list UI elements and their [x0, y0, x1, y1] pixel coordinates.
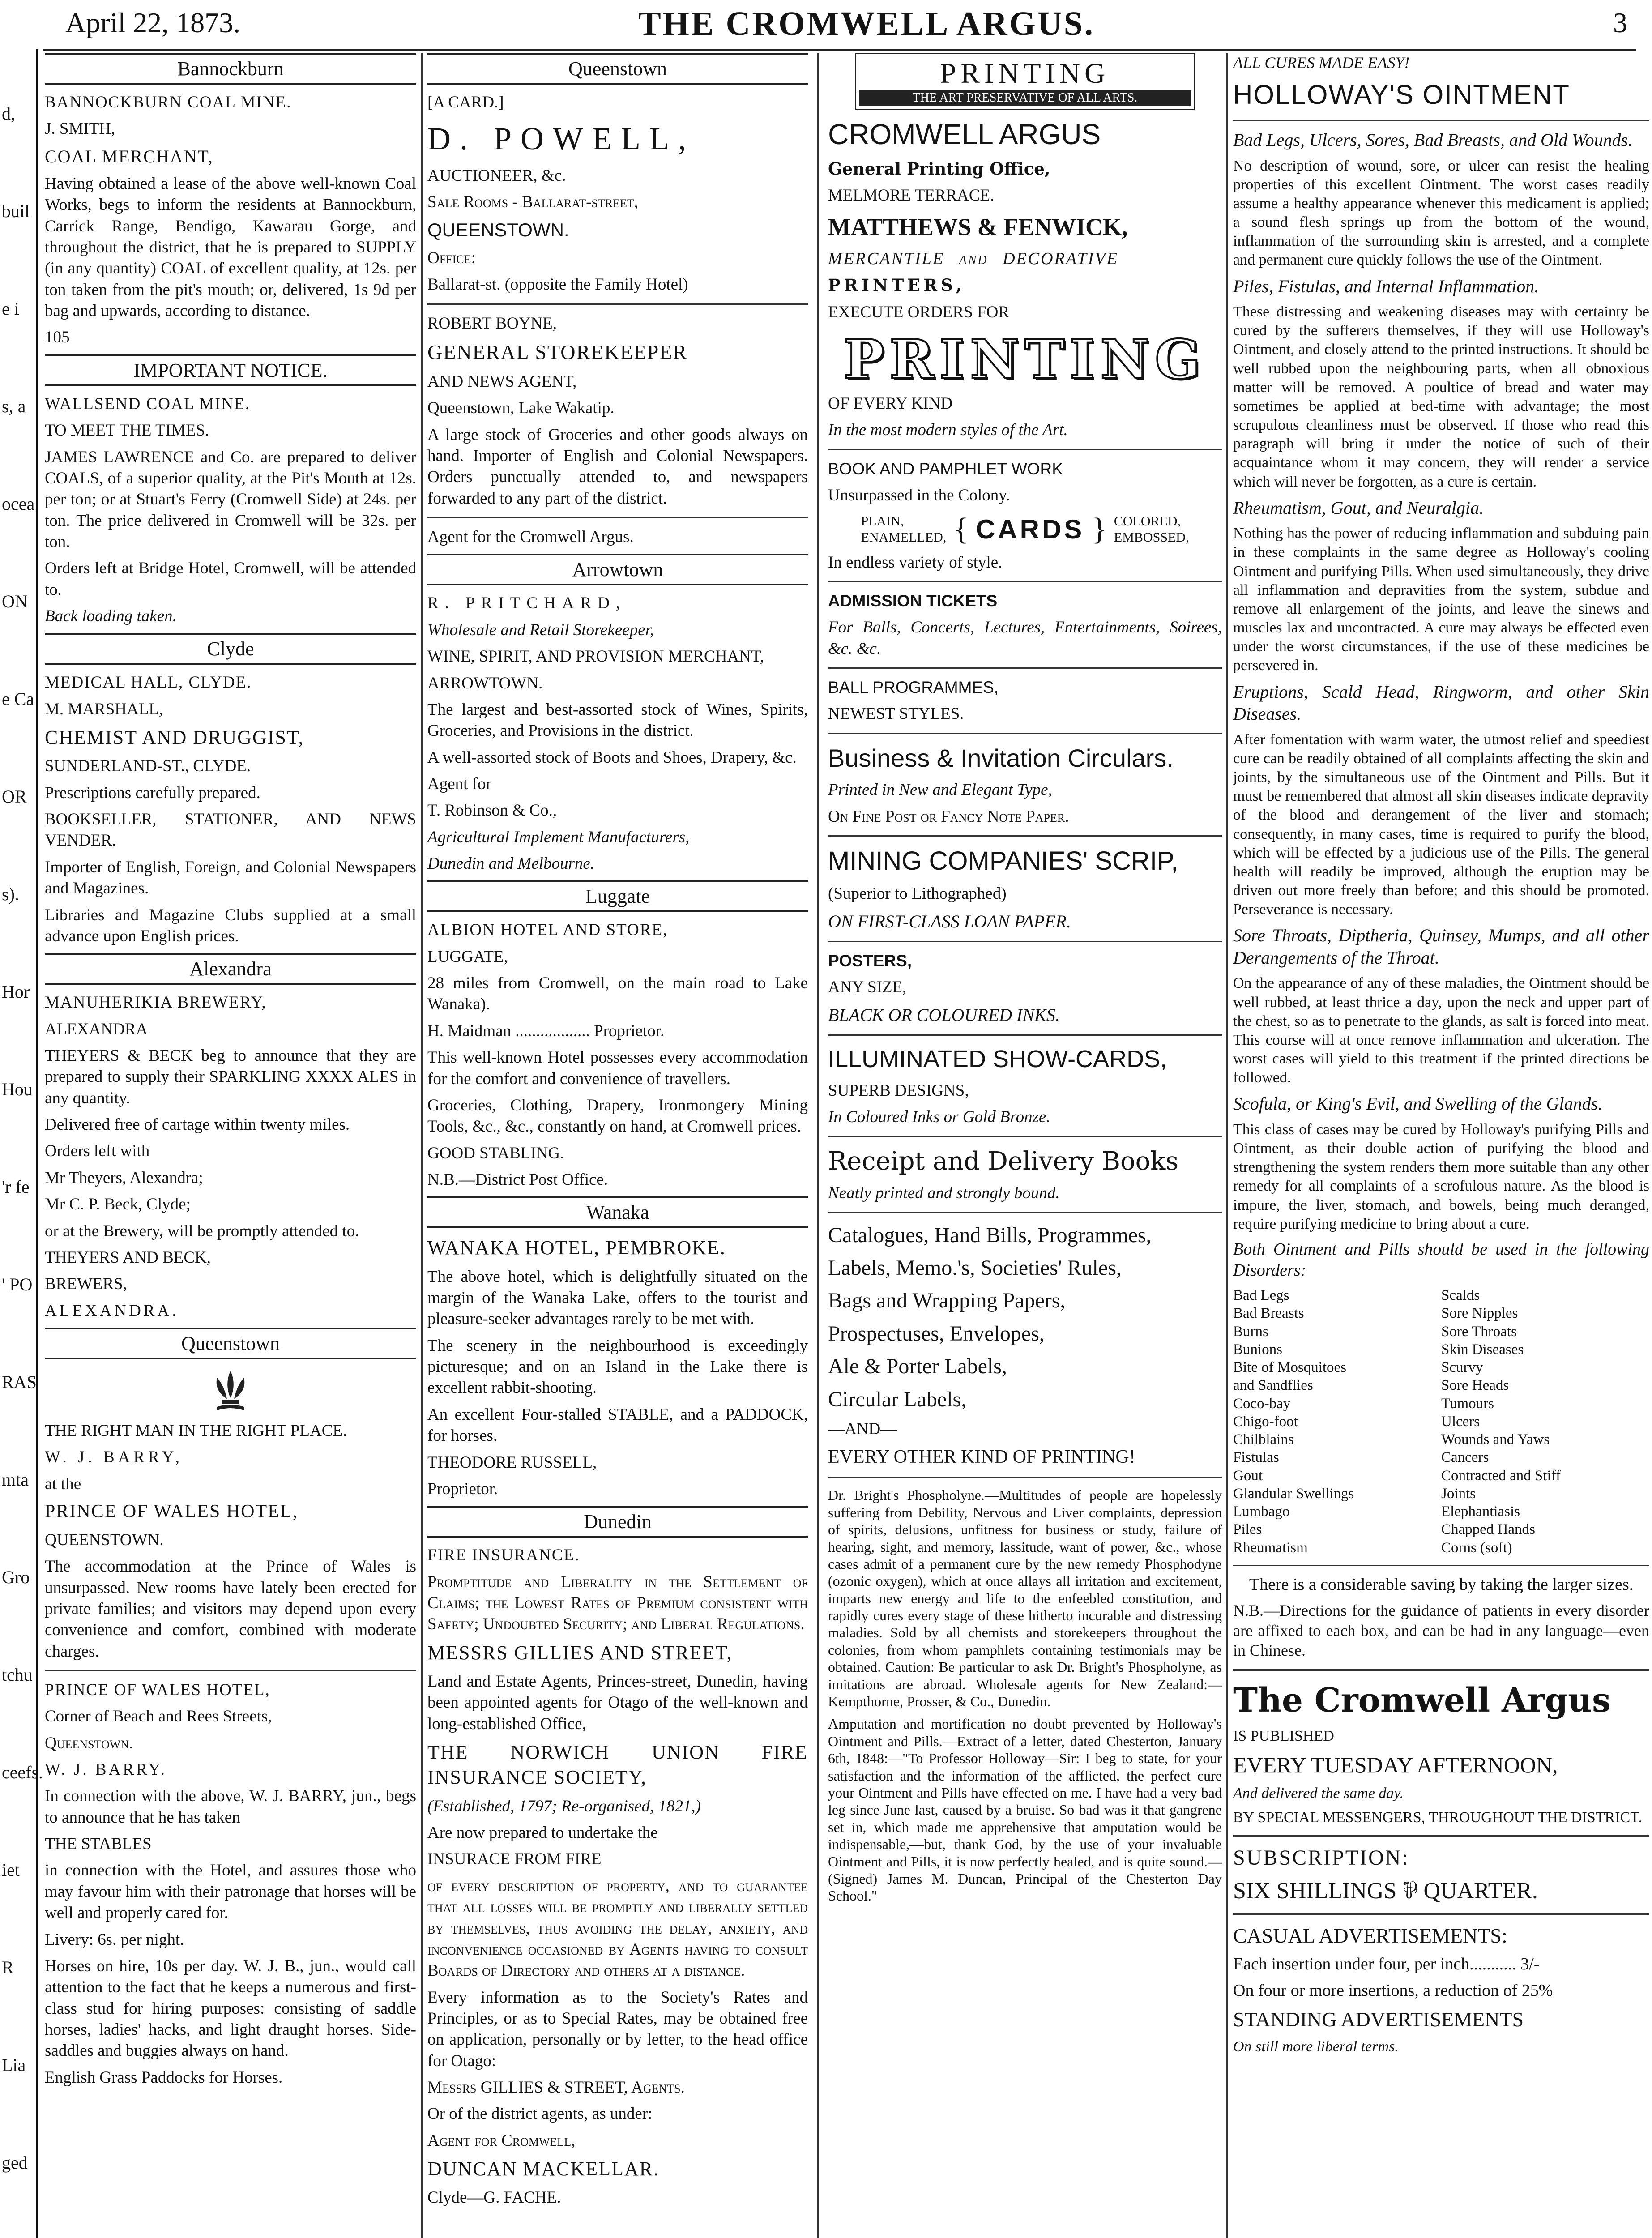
disorders-heading: Both Ointment and Pills should be used in the following Disorders:	[1233, 1239, 1649, 1280]
cropped-fragment: ocea	[2, 494, 35, 514]
disorders-list-right	[1441, 1286, 1649, 1557]
ad-body: Every information as to the Society's Rates and Principles, or as to Special Rates, may be obtained free on application, personally or by letter, to the head office for Otago:	[427, 1988, 808, 2070]
disorder-item: Sore Heads	[1441, 1377, 1509, 1394]
section-heading: IMPORTANT NOTICE.	[45, 354, 416, 386]
cropped-fragment: iet	[2, 1860, 20, 1880]
ad-title: PRINCE OF WALES HOTEL,	[45, 1680, 270, 1699]
cards-word: CARDS	[975, 514, 1085, 545]
disorder-item: and Sandflies	[1233, 1377, 1313, 1394]
ad-title: MANUHERIKIA BREWERY,	[45, 993, 267, 1012]
holloway-heading: Sore Throats, Diptheria, Quinsey, Mumps, and all other Derangements of the Throat.	[1233, 925, 1649, 968]
section-heading: Alexandra	[45, 953, 416, 985]
ad-name: J. SMITH,	[45, 120, 115, 138]
holloway-heading: Bad Legs, Ulcers, Sores, Bad Breasts, and Old Wounds.	[1233, 130, 1633, 150]
ad-line: T. Robinson & Co.,	[427, 801, 557, 820]
standing-terms: On still more liberal terms.	[1233, 2038, 1399, 2055]
circulars-sub2: On Fine Post or Fancy Note Paper.	[828, 807, 1069, 826]
divider	[1233, 1835, 1649, 1837]
ball-sub: NEWEST STYLES.	[828, 705, 964, 723]
ad-body: Having obtained a lease of the above well-known Coal Works, begs to inform the residents at Bannockburn, Carrick Range, Bendigo, Kawarau Gorge, and throughout the district, that he is prepared to SUPPLY (in any quantity) COAL of excellent quality, at 12s. per ton taken from the pit's mouth; or, delivered, 1s 9d per bag and upwards, according to distance.	[45, 174, 416, 320]
ad-trade: COAL MERCHANT,	[45, 146, 213, 167]
ad-line: Importer of English, Foreign, and Colonial Newspapers and Magazines.	[45, 858, 416, 898]
disorder-item: Ulcers	[1441, 1413, 1480, 1430]
ad-place: Queenstown.	[45, 1734, 133, 1752]
ad-trade: CHEMIST AND DRUGGIST,	[45, 726, 304, 749]
standing-heading: STANDING ADVERTISEMENTS	[1233, 2008, 1524, 2031]
banner-word: PRINTING	[940, 57, 1110, 89]
ad-line: Or of the district agents, as under:	[427, 2105, 653, 2123]
ad-name: W. J. BARRY,	[45, 1448, 183, 1467]
disorder-item: Scurvy	[1441, 1359, 1483, 1376]
cropped-fragment: Hor	[2, 982, 30, 1002]
cropped-fragment: Lia	[2, 2055, 26, 2075]
ad-line: Agricultural Implement Manufacturers,	[427, 828, 690, 846]
ad-line: THE STABLES	[45, 1835, 152, 1854]
posters-sub: ANY SIZE,	[828, 978, 907, 997]
ad-body: The scenery in the neighbourhood is exceedingly picturesque; and on an Island in the Lake there is excellent rabbit-shooting.	[427, 1336, 808, 1397]
ad-body: Promptitude and Liberality in the Settlement of Claims; the Lowest Rates of Premium consistent with Safety; Undoubted Security; and Liberal Regulations.	[427, 1572, 808, 1634]
ad-name: ROBERT BOYNE,	[427, 314, 557, 333]
banner-motto: THE ART PRESERVATIVE OF ALL ARTS.	[859, 90, 1191, 106]
ad-title: ALBION HOTEL AND STORE,	[427, 921, 668, 940]
ad-name: D. POWELL,	[427, 121, 695, 157]
ad-subtitle: Wholesale and Retail Storekeeper,	[427, 620, 654, 639]
ad-line: Agent for	[427, 774, 491, 793]
ad-body: The above hotel, which is delightfully situated on the margin of the Wanaka Lake, offers to the tourist and pleasure-seeker advantages rarely to be met with.	[427, 1267, 808, 1328]
cards-right	[1114, 513, 1189, 546]
disorder-item: Scalds	[1441, 1287, 1480, 1304]
ad-trade: GENERAL STOREKEEPER	[427, 341, 688, 364]
mining-sub2: ON FIRST-CLASS LOAN PAPER.	[828, 911, 1071, 931]
ad-firm: MESSRS GILLIES AND STREET,	[427, 1641, 733, 1664]
amputation-notice: Amputation and mortification no doubt prevented by Holloway's Ointment and Pills.—Extract of a letter, dated Chesterton, January 6th, 1848:—"To Professor Holloway—Sir: I beg to state, for your satisfaction and the information of the afflicted, the perfect cure your Ointment and Pills have effected on me. I have had a very bad leg since June last, caused by a bruise. So bad was it that gangrene set in, which made me apprehensive that amputation would be indispensable,—but, thank God, by the use of your invaluable Ointment and Pills, it is now perfectly healed, and is quite sound.—(Signed) James M. Duncan, Principal of the Chesterton Day School."	[828, 1716, 1222, 1904]
messengers-line: BY SPECIAL MESSENGERS, THROUGHOUT THE DISTRICT.	[1233, 1809, 1642, 1826]
casual-rate: Each insertion under four, per inch........... 3/-	[1233, 1955, 1540, 1974]
section-heading: Queenstown	[427, 53, 808, 85]
divider	[1233, 1565, 1649, 1566]
holloway-para: Nothing has the power of reducing inflammation and subduing pain in these complaints in the same degree as Holloway's cooling Ointment and purifying Pills. When used simultaneously, they drive all inflammation and depravities from the system, subdue and remove all enlargement of the joints, and leave the sinews and muscles lax and uncontracted. A cure may always be effected even under the worst circumstances, if the use of these medicines be persevered in.	[1233, 525, 1649, 674]
catalogue-line: Catalogues, Hand Bills, Programmes,	[828, 1223, 1152, 1247]
ad-line: BOOKSELLER, STATIONER, AND NEWS VENDER.	[45, 810, 416, 850]
ad-line: Prescriptions carefully prepared.	[45, 783, 260, 802]
holloway-heading: Piles, Fistulas, and Internal Inflammation.	[1233, 276, 1539, 296]
ad-body: JAMES LAWRENCE and Co. are prepared to deliver COALS, of a superior quality, at the Pit's Mouth at 12s. per ton; or at Stuart's Ferry (Cromwell Side) at 24s. per ton. The price delivered in Cromwell will be 32s. per ton.	[45, 448, 416, 551]
cropped-fragment: d,	[2, 103, 15, 124]
column-rule	[1226, 53, 1228, 2238]
delivered-line: And delivered the same day.	[1233, 1785, 1404, 1802]
ad-name: R. PRITCHARD,	[427, 594, 627, 613]
ad-body: of every description of property, and to guarantee that all losses will be promptly and liberally settled by themselves, thus avoiding the delay, anxiety, and inconvenience occasioned by Agents having to consult Boards of Directory and others at a distance.	[427, 1876, 808, 1980]
every-kind: OF EVERY KIND	[828, 394, 953, 413]
subscription-heading: SUBSCRIPTION:	[1233, 1846, 1409, 1870]
ad-subtitle: TO MEET THE TIMES.	[45, 421, 209, 440]
ad-place: ALEXANDRA	[45, 1020, 148, 1038]
section-heading: Arrowtown	[427, 554, 808, 585]
divider	[828, 1136, 1222, 1137]
ad-body: The accommodation at the Prince of Wales is unsurpassed. New rooms have lately been erected for private families; and visitors may depend upon every convenience and comfort, combined with moderate charges.	[45, 1557, 416, 1661]
ad-motto: THE RIGHT MAN IN THE RIGHT PLACE.	[45, 1421, 347, 1440]
ad-line: N.B.—District Post Office.	[427, 1170, 608, 1189]
divider	[828, 941, 1222, 942]
disorder-item: Sore Nipples	[1441, 1305, 1518, 1322]
catalogue-line: Circular Labels,	[828, 1387, 967, 1411]
ad-body: An excellent Four-stalled STABLE, and a PADDOCK, for horses.	[427, 1405, 808, 1445]
showcards-heading: ILLUMINATED SHOW-CARDS,	[828, 1045, 1167, 1072]
ad-line: Are now prepared to undertake the	[427, 1824, 658, 1842]
ad-place: QUEENSTOWN.	[427, 219, 569, 241]
divider	[828, 581, 1222, 582]
cropped-fragment: 'r fe	[2, 1177, 30, 1197]
book-heading: BOOK AND PAMPHLET WORK	[828, 459, 1063, 478]
holloway-para: On the appearance of any of these maladies, the Ointment should be well rubbed, at least thrice a day, upon the neck and upper part of the chest, so as to penetrate to the glands, as salt is forced into meat. This course will at once remove inflammation and ulceration. The worst cases will yield to this treatment if the printed directions be followed.	[1233, 975, 1649, 1086]
issue-date: April 22, 1873.	[65, 7, 241, 38]
published-line: IS PUBLISHED	[1233, 1727, 1334, 1744]
mining-heading: MINING COMPANIES' SCRIP,	[828, 846, 1178, 876]
disorder-item: Sore Throats	[1441, 1323, 1517, 1340]
ad-line: Agent for the Cromwell Argus.	[427, 528, 634, 547]
ad-place: QUEENSTOWN.	[45, 1530, 164, 1549]
ad-body: A large stock of Groceries and other goods always on hand. Importer of English and Colonial Newspapers. Orders punctually attended to, and newspapers forwarded to any part of the district.	[427, 425, 808, 508]
subscription-price: SIX SHILLINGS ⅌ QUARTER.	[1233, 1878, 1538, 1904]
ad-line: or at the Brewery, will be promptly attended to.	[45, 1222, 359, 1240]
disorder-item: Tumours	[1441, 1395, 1494, 1412]
cropped-fragment: buil	[2, 201, 30, 221]
cropped-fragment: ged	[2, 2153, 28, 2173]
cropped-fragment: ceefs.	[2, 1762, 43, 1782]
ad-line: Sale Rooms - Ballarat-street,	[427, 192, 639, 211]
arc-left: MERCANTILE	[828, 249, 945, 268]
cropped-fragment: tchu	[2, 1665, 33, 1685]
divider	[828, 733, 1222, 734]
column-1	[45, 53, 416, 2238]
cards-right-2: EMBOSSED,	[1114, 530, 1189, 545]
holloway-para: This class of cases may be cured by Holloway's purifying Pills and Ointment, as their double action of purifying the blood and strengthening the system renders them more suitable than any other remedy for all complaints of a scrofulous nature. As the blood is impure, the liver, stomach, and bowels, being much deranged, require purifying medicine to bring about a cure.	[1233, 1121, 1649, 1232]
ad-signature: ALEXANDRA.	[45, 1301, 179, 1320]
execute-line: EXECUTE ORDERS FOR	[828, 303, 1009, 321]
cropped-fragment: Gro	[2, 1567, 30, 1587]
ad-name: W. J. BARRY.	[45, 1760, 167, 1779]
holloway-tagline: ALL CURES MADE EASY!	[1233, 54, 1410, 72]
posters-heading: POSTERS,	[828, 951, 912, 970]
ad-line: Messrs GILLIES & STREET, Agents.	[427, 2078, 685, 2097]
ad-body: Orders left at Bridge Hotel, Cromwell, will be attended to.	[45, 559, 416, 599]
office-subtitle: General Printing Office,	[828, 158, 1050, 179]
holloway-title: HOLLOWAY'S OINTMENT	[1233, 79, 1570, 110]
arc-text	[828, 248, 1222, 270]
disorder-item: Contracted and Stiff	[1441, 1467, 1561, 1484]
ad-signature: THEYERS AND BECK,	[45, 1248, 211, 1267]
posters-sub2: BLACK OR COLOURED INKS.	[828, 1004, 1060, 1025]
ad-signature: DUNCAN MACKELLAR.	[427, 2158, 659, 2180]
disorder-item: Lumbago	[1233, 1503, 1290, 1520]
disorder-item: Bite of Mosquitoes	[1233, 1359, 1346, 1376]
office-name: CROMWELL ARGUS	[828, 118, 1101, 150]
ad-address: SUNDERLAND-ST., CLYDE.	[45, 757, 251, 776]
column-rule	[421, 53, 423, 2238]
cropped-fragment: RAS	[2, 1372, 37, 1392]
holloway-heading: Scofula, or King's Evil, and Swelling of the Glands.	[1233, 1093, 1603, 1114]
divider	[828, 835, 1222, 837]
column-4	[1233, 53, 1649, 2238]
holloway-heading: Rheumatism, Gout, and Neuralgia.	[1233, 497, 1484, 518]
circulars-sub: Printed in New and Elegant Type,	[828, 781, 1052, 799]
ad-line: Mr Theyers, Alexandra;	[45, 1168, 203, 1187]
ad-trade: AUCTIONEER, &c.	[427, 166, 566, 185]
divider	[828, 1034, 1222, 1036]
prince-of-wales-feathers-icon	[204, 1367, 257, 1416]
ad-footer: Back loading taken.	[45, 607, 177, 626]
catalogue-line: Prospectuses, Envelopes,	[828, 1321, 1045, 1345]
cards-right-1: COLORED,	[1114, 513, 1181, 529]
disorder-item: Glandular Swellings	[1233, 1485, 1354, 1502]
left-cropped-column	[0, 49, 43, 2238]
ad-trade: WINE, SPIRIT, AND PROVISION MERCHANT,	[427, 647, 764, 666]
cropped-fragment: mta	[2, 1469, 29, 1490]
cropped-fragment: R	[2, 1957, 14, 1977]
holloway-heading: Eruptions, Scald Head, Ringworm, and other Skin Diseases.	[1233, 681, 1649, 724]
cards-block: PLAIN, ENAMELLED, { CARDS } COLORED, EMBOSSED,	[861, 512, 1189, 547]
divider	[828, 1477, 1222, 1478]
holloway-para: These distressing and weakening diseases may with certainty be cured by the sufferers themselves, if they will use Holloway's Ointment, and closely attend to the printed instructions. It should be well rubbed upon the neighbouring parts, when all obnoxious matter will be removed. A poultice of bread and water may sometimes be applied at bed-time with advantage; the most scrupulous cleanliness must be observed. If those who read this paragraph will bring it under the notice of such of their acquaintance whom it may concern, they will render a service which will never be forgotten, as a cure is certain.	[1233, 303, 1649, 490]
disorder-item: Gout	[1233, 1467, 1263, 1484]
argus-title: The Cromwell Argus	[1233, 1681, 1611, 1720]
ball-heading: BALL PROGRAMMES,	[828, 678, 999, 696]
ad-line: GOOD STABLING.	[427, 1144, 564, 1162]
disorder-item: Chigo-foot	[1233, 1413, 1298, 1430]
ad-body: A well-assorted stock of Boots and Shoes, Drapery, &c.	[427, 748, 797, 767]
section-heading: Luggate	[427, 880, 808, 912]
disorder-item: Cancers	[1441, 1449, 1489, 1466]
divider	[828, 449, 1222, 450]
disorder-item: Fistulas	[1233, 1449, 1279, 1466]
divider	[427, 303, 808, 305]
disorder-item: Coco-bay	[1233, 1395, 1291, 1412]
ad-line: Agent for Cromwell,	[427, 2131, 576, 2150]
ad-subtitle: AND NEWS AGENT,	[427, 372, 577, 391]
disorder-item: Bad Legs	[1233, 1287, 1289, 1304]
ad-title: BANNOCKBURN COAL MINE.	[45, 93, 292, 111]
page-number: 3	[1613, 7, 1627, 38]
ad-address: Corner of Beach and Rees Streets,	[45, 1707, 272, 1726]
and-line: —AND—	[828, 1420, 897, 1439]
mining-sub: (Superior to Lithographed)	[828, 884, 1007, 903]
printing-heading: PRINTING	[844, 328, 1206, 392]
divider	[1233, 120, 1649, 121]
cropped-fragment: OR	[2, 786, 27, 807]
divider	[1233, 1913, 1649, 1915]
casual-rate: On four or more insertions, a reduction of 25%	[1233, 1981, 1553, 2000]
ad-line: Ballarat-st. (opposite the Family Hotel)	[427, 275, 688, 294]
ad-line: [A CARD.]	[427, 93, 504, 111]
office-address: MELMORE TERRACE.	[828, 186, 995, 205]
ad-company: THE NORWICH UNION FIRE INSURANCE SOCIETY,	[427, 1741, 808, 1789]
disorder-item: Corns (soft)	[1441, 1539, 1512, 1556]
ad-body: In connection with the above, W. J. BARRY, jun., begs to announce that he has taken	[45, 1787, 416, 1827]
admission-heading: ADMISSION TICKETS	[828, 591, 998, 610]
cards-left-1: PLAIN,	[861, 513, 904, 529]
casual-heading: CASUAL ADVERTISEMENTS:	[1233, 1924, 1507, 1948]
showcards-sub: SUPERB DESIGNS,	[828, 1081, 969, 1100]
arc-right: DECORATIVE	[1003, 249, 1118, 268]
showcards-sub2: In Coloured Inks or Gold Bronze.	[828, 1108, 1050, 1127]
ad-line: Mr C. P. Beck, Clyde;	[45, 1195, 191, 1214]
ad-body: This well-known Hotel possesses every accommodation for the comfort and convenience of travellers.	[427, 1048, 808, 1088]
column-3	[828, 53, 1222, 2238]
ad-footer: English Grass Paddocks for Horses.	[45, 2068, 283, 2087]
ad-title: WALLSEND COAL MINE.	[45, 394, 251, 413]
section-heading: Dunedin	[427, 1506, 808, 1538]
ad-body: THEYERS & BECK beg to announce that they are prepared to supply their SPARKLING XXXX ALES in any quantity.	[45, 1046, 416, 1107]
ad-line: at the	[45, 1474, 81, 1493]
saving-note: There is a considerable saving by taking the larger sizes.	[1249, 1575, 1634, 1594]
ad-line: Libraries and Magazine Clubs supplied at a small advance upon English prices.	[45, 905, 416, 945]
divider	[828, 1212, 1222, 1213]
ad-body: in connection with the Hotel, and assures those who may favour him with their patronage that horses will be well and properly cared for.	[45, 1861, 416, 1922]
every-tuesday: EVERY TUESDAY AFTERNOON,	[1233, 1752, 1558, 1777]
cropped-fragment: s, a	[2, 396, 26, 416]
section-heading: Bannockburn	[45, 53, 416, 85]
disorders-list	[1233, 1286, 1649, 1557]
ad-hotel: PRINCE OF WALES HOTEL,	[45, 1501, 298, 1522]
cards-sub: In endless variety of style.	[828, 553, 1003, 572]
disorder-item: Piles	[1233, 1521, 1262, 1538]
admission-sub: For Balls, Concerts, Lectures, Entertainments, Soirees, &c. &c.	[828, 618, 1222, 658]
directions-note: N.B.—Directions for the guidance of patients in every disorder are affixed to each box, and can be had in any language—even in Chinese.	[1233, 1602, 1649, 1660]
disorder-item: Chilblains	[1233, 1431, 1294, 1448]
phospholyne-notice: Dr. Bright's Phospholyne.—Multitudes of people are hopelessly suffering from Debility, Nervous and Liver complaints, depression of spirits, delusions, unfitness for business or study, failure of hearing, sight, and memory, lassitude, want of power, &c., whose cases admit of a permanent cure by the new remedy Phosphodyne (ozonic oxygen), which at once allays all irritation and excitement, imparts new energy and life to the enfeebled constitution, and rapidly cures every stage of these hitherto incurable and distressing maladies. Sold by all chemists and storekeepers throughout the colonies, from whom pamphlets containing testimonials may be obtained. Caution: Be particular to ask Dr. Bright's Phospholyne, as imitations are abroad. Wholesale agents for New Zealand:—Kempthorne, Prosser, & Co., Dunedin.	[828, 1487, 1222, 1710]
modern-styles: In the most modern styles of the Art.	[828, 421, 1068, 440]
ad-name: M. MARSHALL,	[45, 700, 163, 718]
ad-signature: THEODORE RUSSELL,	[427, 1453, 597, 1472]
ad-line: Clyde—G. FACHE.	[427, 2188, 561, 2207]
cropped-fragment: ON	[2, 591, 28, 611]
section-heading: Clyde	[45, 633, 416, 665]
column-rule	[817, 53, 819, 2238]
divider	[1233, 1669, 1649, 1671]
disorder-item: Chapped Hands	[1441, 1521, 1535, 1538]
column-2	[427, 53, 808, 2238]
masthead	[43, 0, 1636, 51]
disorder-item: Bad Breasts	[1233, 1305, 1304, 1322]
catalogue-line: Labels, Memo.'s, Societies' Rules,	[828, 1256, 1122, 1280]
ad-signature: BREWERS,	[45, 1275, 127, 1294]
disorder-item: Joints	[1441, 1485, 1476, 1502]
section-heading: Wanaka	[427, 1196, 808, 1228]
ad-title: MEDICAL HALL, CLYDE.	[45, 673, 252, 692]
circulars-heading: Business & Invitation Circulars.	[828, 743, 1174, 772]
cropped-fragment: e Ca	[2, 689, 34, 709]
cards-left	[861, 513, 947, 546]
ad-body: Horses on hire, 10s per day. W. J. B., jun., would call attention to the fact that he keeps a numerous and first-class stud for hiring purposes: consisting of saddle horses, ladies' hacks, and light draught horses. Side-saddles and buggies always on hand.	[45, 1956, 416, 2060]
every-other-line: EVERY OTHER KIND OF PRINTING!	[828, 1446, 1135, 1467]
ad-title: FIRE INSURANCE.	[427, 1546, 580, 1565]
cropped-fragment: Hou	[2, 1079, 33, 1099]
catalogue-line: Bags and Wrapping Papers,	[828, 1289, 1066, 1313]
ad-body: Groceries, Clothing, Drapery, Ironmongery Mining Tools, &c., &c., constantly on hand, at Cromwell prices.	[427, 1096, 808, 1136]
ad-place: Queenstown, Lake Wakatip.	[427, 399, 615, 418]
ad-place: LUGGATE,	[427, 947, 508, 966]
disorder-item: Bunions	[1233, 1341, 1283, 1358]
ad-signature: Proprietor.	[427, 1479, 498, 1498]
divider	[427, 517, 808, 518]
ad-line: INSURACE FROM FIRE	[427, 1850, 602, 1869]
ad-line: 28 miles from Cromwell, on the main road to Lake Wanaka).	[427, 974, 808, 1014]
ad-line: Office:	[427, 248, 476, 267]
disorder-item: Rheumatism	[1233, 1539, 1308, 1556]
ad-body: Land and Estate Agents, Princes-street, Dunedin, having been appointed agents for Otago of the well-known and long-established Office,	[427, 1672, 808, 1733]
ad-line: Livery: 6s. per night.	[45, 1930, 184, 1949]
section-heading: Queenstown	[45, 1328, 416, 1359]
printing-banner	[855, 53, 1195, 110]
ad-line: (Established, 1797; Re-organised, 1821,)	[427, 1797, 701, 1815]
ad-title: WANAKA HOTEL, PEMBROKE.	[427, 1237, 726, 1259]
ad-line: Orders left with	[45, 1142, 150, 1161]
disorder-item: Wounds and Yaws	[1441, 1431, 1550, 1448]
ad-body: Delivered free of cartage within twenty miles.	[45, 1115, 350, 1134]
holloway-para: No description of wound, sore, or ulcer can resist the healing properties of this excellent Ointment. The worst cases readily assume a healthy appearance whenever this medicament is applied; a sound flesh springs up from the bottom of the wound, inflammation of the surrounding skin is arrested, and a complete and permanent cure quickly follows the use of the Ointment.	[1233, 157, 1649, 269]
ad-number: 105	[45, 328, 70, 347]
ad-line: Dunedin and Melbourne.	[427, 854, 595, 873]
disorder-item: Burns	[1233, 1323, 1268, 1340]
cards-left-2: ENAMELLED,	[861, 530, 947, 545]
divider	[828, 667, 1222, 669]
cropped-fragment: s).	[2, 884, 19, 904]
newspaper-title: THE CROMWELL ARGUS.	[638, 5, 1095, 43]
receipt-heading: Receipt and Delivery Books	[828, 1146, 1179, 1176]
cropped-fragment: e i	[2, 299, 19, 319]
cropped-fragment: ' PO	[2, 1274, 33, 1294]
book-sub: Unsurpassed in the Colony.	[828, 486, 1010, 505]
ad-line: H. Maidman .................. Proprietor.	[427, 1021, 665, 1040]
holloway-para: After fomentation with warm water, the utmost relief and speediest cure can be readily obtained of all complaints affecting the skin and joints, by the simultaneous use of the Ointment and Pills. But it must be remembered that almost all skin diseases indicate depravity of the blood and derangement of the liver and stomach; consequently, in many cases, time is required to purify the blood, which will be effected by a judicious use of the Pills. The general health will readily be improved, although the eruption may be driven out more freely than before; and this should be promoted. Perseverance is necessary.	[1233, 731, 1649, 918]
arc-and: AND	[959, 253, 988, 267]
ad-place: ARROWTOWN.	[427, 674, 543, 692]
receipt-sub: Neatly printed and strongly bound.	[828, 1184, 1060, 1203]
divider	[45, 1670, 416, 1671]
printers-word: PRINTERS,	[828, 275, 965, 295]
ad-body: The largest and best-assorted stock of Wines, Spirits, Groceries, and Provisions in the district.	[427, 700, 808, 740]
disorder-item: Skin Diseases	[1441, 1341, 1524, 1358]
disorder-item: Elephantiasis	[1441, 1503, 1520, 1520]
catalogue-line: Ale & Porter Labels,	[828, 1354, 1007, 1379]
firm-name: MATTHEWS & FENWICK,	[828, 213, 1128, 240]
disorders-list-left	[1233, 1286, 1441, 1557]
